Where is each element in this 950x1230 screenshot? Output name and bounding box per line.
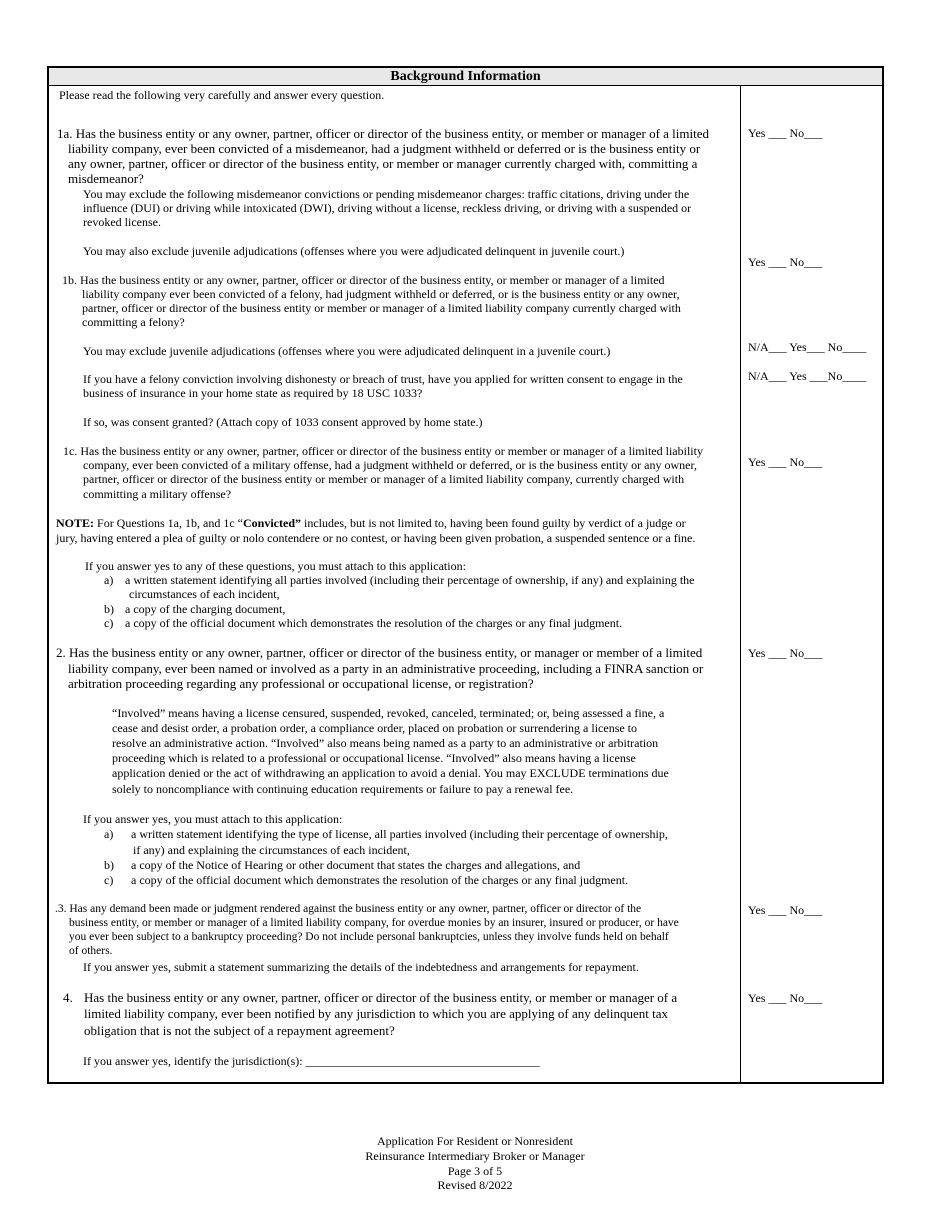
q1b-answer[interactable]: Yes ___ No___: [748, 255, 823, 269]
q1b-applied-answer[interactable]: N/A___ Yes___ No____: [748, 340, 867, 354]
q1a-exclude-line-2: influence (DUI) or driving while intoxicated (DWI), driving without a license, reckless driving, or driving with a suspended or: [83, 201, 692, 215]
q1a-exclude-line-1: You may exclude the following misdemeanor convictions or pending misdemeanor charges: traffic citations, driving under the: [83, 187, 690, 201]
q1b-granted-answer[interactable]: N/A___ Yes ___No____: [748, 369, 867, 383]
q2-involved-line-6: solely to noncompliance with continuing education requirements or failure to pay a renewal fee.: [112, 782, 574, 796]
q1c-line-1: 1c. Has the business entity or any owner, partner, officer or director of the business entity or member or manager of a limited liability: [63, 444, 703, 458]
q4-number: 4.: [63, 990, 73, 1005]
q1b-line-1: 1b. Has the business entity or any owner, partner, officer or director of the business entity, or member or manager of a limited: [62, 273, 665, 287]
q1a-answer[interactable]: Yes ___ No___: [748, 126, 823, 140]
attach1-intro: If you answer yes to any of these questions, you must attach to this application:: [85, 559, 466, 573]
q1b-felony-line-1: If you have a felony conviction involving dishonesty or breach of trust, have you applied for written consent to engage in the: [83, 372, 683, 386]
q1a-line-4: misdemeanor?: [68, 171, 144, 186]
q4-line-2: limited liability company, ever been notified by any jurisdiction to which you are applying of any delinquent tax: [84, 1006, 669, 1021]
q2-involved-line-1: “Involved” means having a license censured, suspended, revoked, canceled, terminated; or, being assessed a fine, a: [112, 706, 665, 720]
q1a-line-1: 1a. Has the business entity or any owner, partner, officer or director of the business entity, or member or manager of a limited: [57, 126, 710, 141]
q1b-line-3: partner, officer or director of the business entity or member or manager of a limited liability company currently charged with: [82, 301, 681, 315]
q1a-juvenile-text: You may also exclude juvenile adjudications (offenses where you were adjudicated delinquent in juvenile court.): [83, 244, 625, 258]
q2-attach-a-line-1: a written statement identifying the type of license, all parties involved (including their percentage of ownership,: [131, 827, 668, 841]
note-text-b: includes, but is not limited to, having been found guilty by verdict of a judge or: [301, 516, 686, 530]
q1c-line-2: company, ever been convicted of a military offense, had a judgment withheld or deferred, or is the business entity or any owner,: [83, 458, 697, 472]
note-label: NOTE:: [56, 516, 95, 530]
q1b-felony-line-2: business of insurance in your home state as required by 18 USC 1033?: [83, 386, 423, 400]
attach1-a-line-1: a written statement identifying all parties involved (including their percentage of ownership, if any) and explaining the: [125, 573, 695, 587]
q2-answer[interactable]: Yes ___ No___: [748, 646, 823, 660]
attach1-a-letter: a): [104, 573, 114, 587]
q2-attach-c-line-1: a copy of the official document which demonstrates the resolution of the charges or any final judgment.: [131, 873, 629, 887]
q2-involved-line-2: cease and desist order, a probation order, a compliance order, placed on probation or surrendering a license to: [112, 721, 638, 735]
q1b-juvenile-text: You may exclude juvenile adjudications (offenses where you were adjudicated delinquent in a juvenile court.): [83, 344, 611, 358]
attach1-b-line-1: a copy of the charging document,: [125, 602, 286, 616]
q2-line-2: liability company, ever been named or involved as a party in an administrative proceeding, including a FINRA sanction or: [68, 661, 704, 676]
q4-line-1: Has the business entity or any owner, partner, officer or director of the business entity, or member or manager of a: [84, 990, 678, 1005]
q2-attach-b-letter: b): [104, 858, 114, 872]
footer-line-2: Reinsurance Intermediary Broker or Manager: [365, 1149, 585, 1163]
q3-line-4: of others.: [69, 945, 113, 957]
q1b-line-4: committing a felony?: [82, 315, 185, 329]
q2-involved-line-4: proceeding which is related to a professional or occupational license. “Involved” also means having a license: [112, 751, 636, 765]
q2-attach-c-letter: c): [104, 873, 114, 887]
q2-attach-b-line-1: a copy of the Notice of Hearing or other document that states the charges and allegations, and: [131, 858, 581, 872]
attach1-c-letter: c): [104, 616, 114, 630]
footer-line-1: Application For Resident or Nonresident: [377, 1134, 573, 1148]
q2-line-3: arbitration proceeding regarding any professional or occupational license, or registration?: [68, 676, 534, 691]
note-line-2: jury, having entered a plea of guilty or nolo contendere or no contest, or having been given probation, a suspended sentence or a fine.: [56, 531, 696, 545]
q3-answer[interactable]: Yes ___ No___: [748, 903, 823, 917]
q2-involved-line-5: application denied or the act of withdrawing an application to avoid a denial. You may EXCLUDE terminations due: [112, 766, 669, 780]
q2-line-1: 2. Has the business entity or any owner, partner, officer or director of the business entity, or manager or member of a limited: [56, 645, 703, 660]
note-line-1: [56, 516, 686, 530]
q3-line-3: you ever been subject to a bankruptcy proceeding? Do not include personal bankruptcies, unless they involve funds held on behalf: [69, 931, 669, 943]
q4-jurisdiction-field[interactable]: If you answer yes, identify the jurisdiction(s): _______________________________________: [83, 1054, 540, 1068]
q4-line-3: obligation that is not the subject of a repayment agreement?: [84, 1023, 395, 1038]
answer-column-divider: [740, 86, 741, 1084]
q2-attach-intro: If you answer yes, you must attach to this application:: [83, 812, 343, 826]
attach1-c-line-1: a copy of the official document which demonstrates the resolution of the charges or any final judgment.: [125, 616, 623, 630]
section-title: Background Information: [390, 69, 541, 84]
attach1-a-line-2: circumstances of each incident,: [129, 587, 280, 601]
q1b-consent-text: If so, was consent granted? (Attach copy of 1033 consent approved by home state.): [83, 415, 483, 429]
q3-line-1: .3. Has any demand been made or judgment rendered against the business entity or any owner, partner, officer or director of the: [55, 903, 642, 915]
q2-attach-a-letter: a): [104, 827, 114, 841]
note-convicted: Convicted”: [243, 516, 301, 530]
q1a-line-2: liability company, ever been convicted of a misdemeanor, had a judgment withheld or deferred or is the business entity or: [68, 141, 701, 156]
intro-text: Please read the following very carefully and answer every question.: [59, 88, 385, 102]
q1a-line-3: any owner, partner, officer or director of the business entity, or member or manager currently charged with, committing a: [68, 156, 698, 171]
q3-followup: If you answer yes, submit a statement summarizing the details of the indebtedness and arrangements for repayment.: [83, 960, 639, 974]
q1c-answer[interactable]: Yes ___ No___: [748, 455, 823, 469]
footer-page-number: Page 3 of 5: [447, 1164, 503, 1178]
q1c-line-4: committing a military offense?: [83, 487, 232, 501]
note-text-a: For Questions 1a, 1b, and 1c “: [94, 516, 243, 530]
footer-revised: Revised 8/2022: [437, 1178, 513, 1192]
q4-answer[interactable]: Yes ___ No___: [748, 991, 823, 1005]
q2-involved-line-3: resolve an administrative action. “Involved” also means being named as a party to an administrative or arbitration: [112, 736, 659, 750]
q1a-exclude-line-3: revoked license.: [83, 215, 161, 229]
q1b-line-2: liability company ever been convicted of a felony, had judgment withheld or deferred, or is the business entity or any owner,: [82, 287, 680, 301]
q1c-line-3: partner, officer or director of the business entity or member or manager of a limited liability company, currently charged with: [83, 472, 685, 486]
q3-line-2: business entity, or member or manager of a limited liability company, for overdue monies by an insurer, insured or producer, or have: [69, 917, 679, 929]
q2-attach-a-line-2: if any) and explaining the circumstances of each incident,: [133, 843, 410, 857]
attach1-b-letter: b): [104, 602, 114, 616]
